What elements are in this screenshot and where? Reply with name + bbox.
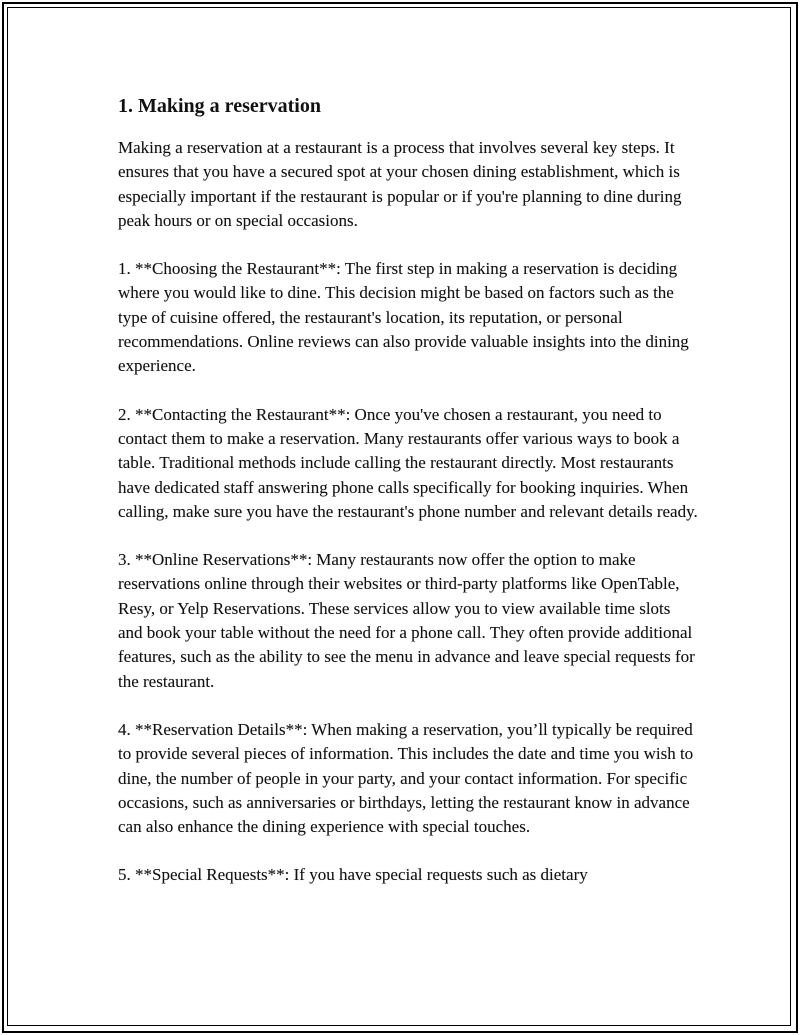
document-body [118,92,698,912]
section-heading: 1. Making a reservation [118,95,321,117]
step-contacting-restaurant: 2. **Contacting the Restaurant**: Once you've chosen a restaurant, you need to contact them to make a reservation. Many restaurants offer various ways to book a table. Traditional methods include calling the restaurant directly. Most restaurants have dedicated staff answering phone calls specifically for booking inquiries. When calling, make sure you have the restaurant's phone number and relevant details ready. [118,404,698,521]
step-online-reservations: 3. **Online Reservations**: Many restaurants now offer the option to make reservations online through their websites or third-party platforms like OpenTable, Resy, or Yelp Reservations. These services allow you to view available time slots and book your table without the need for a phone call. They often provide additional features, such as the ability to see the menu in advance and leave special requests for the restaurant. [118,550,695,691]
step-special-requests: 5. **Special Requests**: If you have special requests such as dietary [118,865,588,885]
step-reservation-details: 4. **Reservation Details**: When making a reservation, you’ll typically be required to provide several pieces of information. This includes the date and time you wish to dine, the number of people in your party, and your contact information. For specific occasions, such as anniversaries or birthdays, letting the restaurant know in advance can also enhance the dining experience with special touches. [118,719,694,837]
intro-paragraph: Making a reservation at a restaurant is a process that involves several key steps. It ensures that you have a secured spot at your chosen dining establishment, which is especially important if the restaurant is popular or if you're planning to dine during peak hours or on special occasions. [118,138,682,230]
step-choosing-restaurant: 1. **Choosing the Restaurant**: The first step in making a reservation is deciding where you would like to dine. This decision might be based on factors such as the type of cuisine offered, the restaurant's location, its reputation, or personal recommendations. Online reviews can also provide valuable insights into the dining experience. [118,259,689,376]
